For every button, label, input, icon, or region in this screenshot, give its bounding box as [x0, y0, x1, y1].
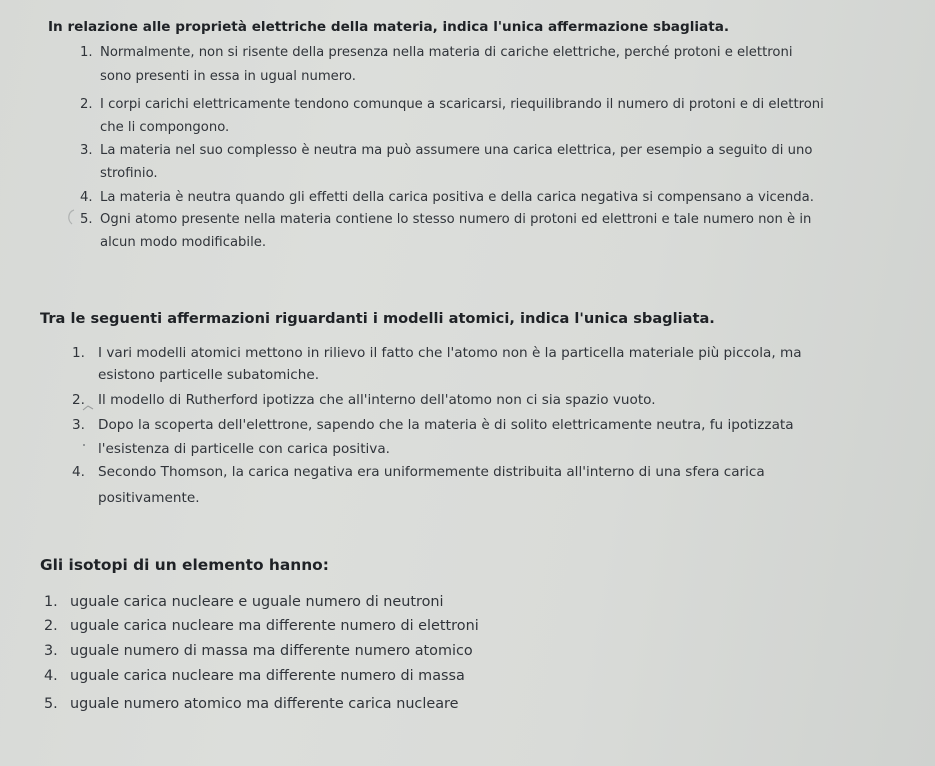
option-number: 3. — [72, 417, 85, 433]
option-text-line: uguale numero atomico ma differente carica nucleare — [70, 696, 459, 712]
question-3-title: Gli isotopi di un elemento hanno: — [40, 556, 329, 574]
option-number: 5. — [80, 212, 93, 227]
option-text-line: Secondo Thomson, la carica negativa era uniformemente distribuita all'interno di una sfera carica — [98, 464, 765, 480]
option-number: 2. — [44, 618, 58, 634]
option-text-line: uguale carica nucleare e uguale numero di neutroni — [70, 594, 444, 610]
option-text-line: strofinio. — [100, 166, 158, 181]
option-text-line: I corpi carichi elettricamente tendono comunque a scaricarsi, riequilibrando il numero di protoni e di elettroni — [100, 97, 824, 112]
option-number: 2. — [72, 392, 85, 408]
option-text-line: uguale numero di massa ma differente numero atomico — [70, 643, 473, 659]
option-text-line: uguale carica nucleare ma differente numero di elettroni — [70, 618, 479, 634]
option-number: 4. — [80, 190, 93, 205]
question-2-title: Tra le seguenti affermazioni riguardanti i modelli atomici, indica l'unica sbagliata. — [40, 310, 715, 327]
option-number: 3. — [44, 643, 58, 659]
option-text-line: uguale carica nucleare ma differente numero di massa — [70, 668, 465, 684]
option-text-line: I vari modelli atomici mettono in rilievo il fatto che l'atomo non è la particella materiale più piccola, ma — [98, 345, 802, 361]
option-number: 2. — [80, 97, 93, 112]
option-text-line: esistono particelle subatomiche. — [98, 367, 320, 383]
option-number: 1. — [44, 594, 58, 610]
option-text-line: Ogni atomo presente nella materia contiene lo stesso numero di protoni ed elettroni e tale numero non è in — [100, 212, 812, 227]
option-number: 3. — [80, 143, 93, 158]
pen-stroke-icon — [82, 405, 94, 411]
option-text-line: Dopo la scoperta dell'elettrone, sapendo che la materia è di solito elettricamente neutra, fu ipotizzata — [98, 417, 794, 433]
option-text-line: Normalmente, non si risente della presenza nella materia di cariche elettriche, perché protoni e elettroni — [100, 45, 793, 60]
option-text-line: positivamente. — [98, 490, 200, 506]
option-text-line: La materia nel suo complesso è neutra ma può assumere una carica elettrica, per esempio a seguito di uno — [100, 143, 813, 158]
option-text-line: che li compongono. — [100, 120, 230, 135]
option-number: 4. — [72, 464, 85, 480]
option-text-line: alcun modo modificabile. — [100, 235, 267, 250]
question-1-title: In relazione alle proprietà elettriche della materia, indica l'unica affermazione sbagliata. — [48, 19, 730, 35]
option-text-line: Il modello di Rutherford ipotizza che all'interno dell'atomo non ci sia spazio vuoto. — [98, 392, 656, 408]
option-number: 1. — [72, 345, 85, 361]
option-number: 4. — [44, 668, 58, 684]
option-number: 5. — [44, 696, 58, 712]
option-text-line: La materia è neutra quando gli effetti della carica positiva e della carica negativa si compensano a vicenda. — [100, 190, 814, 205]
option-text-line: sono presenti in essa in ugual numero. — [100, 69, 356, 84]
stray-dot — [83, 444, 85, 446]
pencil-mark-icon — [64, 208, 78, 226]
option-number: 1. — [80, 45, 93, 60]
option-text-line: l'esistenza di particelle con carica positiva. — [98, 441, 391, 457]
